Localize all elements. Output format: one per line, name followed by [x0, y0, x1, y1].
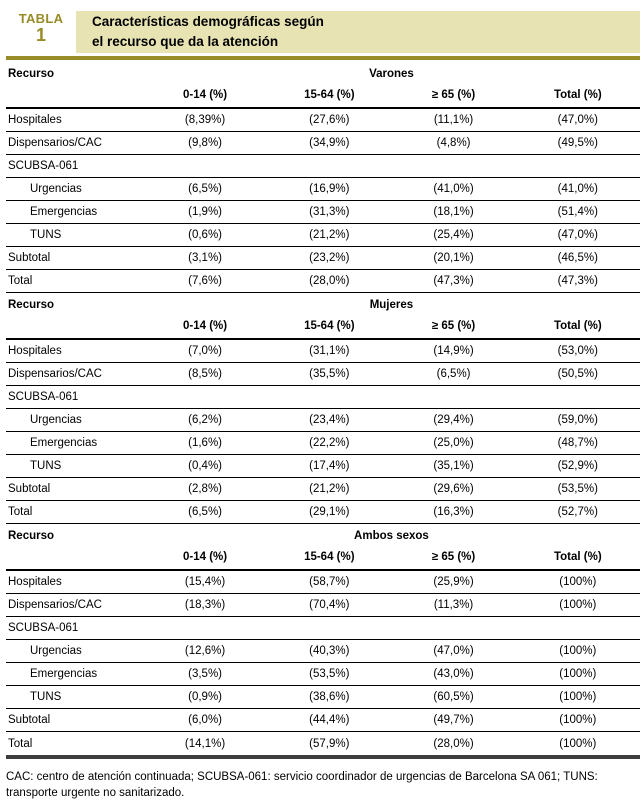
cell-value: (23,4%) [309, 414, 350, 426]
cell-value: (40,3%) [309, 645, 350, 657]
row-label: Total [8, 506, 33, 518]
cell-value: (41,0%) [433, 183, 474, 195]
column-header: 0-14 (%) [183, 89, 228, 101]
table-row [6, 201, 640, 224]
cell-value: (28,0%) [433, 737, 474, 750]
table-row [6, 455, 640, 478]
column-header-row [6, 545, 640, 571]
cell-value: (31,1%) [309, 345, 350, 357]
cell-value: (7,6%) [188, 275, 222, 287]
row-label: Dispensarios/CAC [8, 599, 102, 611]
table-row [6, 594, 640, 617]
header-accent-rule [6, 56, 640, 60]
figure-title-band [76, 11, 640, 53]
row-label: Hospitales [8, 345, 62, 357]
table-footnote: CAC: centro de atención continuada; SCUBSA-061: servicio coordinador de urgencias de Barcelona SA 061; TUNS: transporte urgente no sanitarizado. [6, 771, 598, 800]
section-header-row [6, 62, 640, 83]
row-label: SCUBSA-061 [8, 160, 79, 172]
section-group-label: Ambos sexos [354, 529, 429, 542]
cell-value: (57,9%) [309, 737, 350, 750]
cell-value: (46,5%) [557, 252, 598, 264]
cell-value: (21,2%) [309, 483, 350, 495]
table-tag-label: TABLA [18, 11, 64, 26]
cell-value: (47,0%) [557, 114, 598, 126]
row-label: TUNS [30, 691, 62, 703]
table-row [6, 132, 640, 155]
cell-value: (58,7%) [309, 576, 350, 588]
column-header: Total (%) [553, 320, 602, 332]
cell-value: (31,3%) [309, 206, 350, 218]
row-label: Urgencias [30, 183, 82, 195]
table-row [6, 686, 640, 709]
cell-value: (22,2%) [309, 437, 350, 449]
table-row [6, 155, 640, 178]
cell-value: (20,1%) [433, 252, 474, 264]
cell-value: (44,4%) [309, 714, 350, 726]
cell-value: (53,5%) [309, 668, 350, 680]
cell-value: (100%) [559, 645, 597, 657]
row-label: Dispensarios/CAC [8, 137, 102, 149]
cell-value: (3,1%) [188, 252, 222, 264]
row-label: Subtotal [8, 714, 51, 726]
cell-value: (0,4%) [188, 460, 222, 472]
cell-value: (7,0%) [188, 345, 222, 357]
table-row [6, 709, 640, 732]
row-label: Urgencias [30, 414, 82, 426]
demographics-table [6, 62, 640, 759]
cell-value: (8,39%) [184, 114, 226, 126]
table-row [6, 386, 640, 409]
recurso-header-label: Recurso [8, 298, 55, 311]
table-row [6, 432, 640, 455]
cell-value: (47,0%) [433, 645, 474, 657]
table-row [6, 363, 640, 386]
table-row [6, 571, 640, 594]
column-header: 0-14 (%) [183, 551, 228, 563]
column-header: 15-64 (%) [304, 551, 355, 563]
table-row [6, 224, 640, 247]
column-header: ≥ 65 (%) [431, 320, 476, 332]
cell-value: (100%) [559, 737, 597, 750]
cell-value: (14,9%) [433, 345, 474, 357]
table-tag [6, 11, 76, 53]
column-header: ≥ 65 (%) [431, 89, 476, 101]
cell-value: (6,5%) [188, 183, 222, 195]
cell-value: (15,4%) [184, 576, 226, 588]
column-header: 15-64 (%) [304, 89, 355, 101]
cell-value: (1,9%) [188, 206, 222, 218]
cell-value: (60,5%) [433, 691, 474, 703]
section-header-row [6, 524, 640, 545]
row-label: Total [8, 275, 33, 287]
cell-value: (23,2%) [309, 252, 350, 264]
row-label: Emergencias [30, 206, 98, 218]
table-row [6, 663, 640, 686]
row-label: SCUBSA-061 [8, 622, 79, 634]
table-row [6, 640, 640, 663]
cell-value: (29,4%) [433, 414, 474, 426]
cell-value: (2,8%) [188, 483, 222, 495]
row-label: SCUBSA-061 [8, 391, 79, 403]
cell-value: (59,0%) [557, 414, 598, 426]
cell-value: (18,1%) [433, 206, 474, 218]
cell-value: (52,9%) [557, 460, 598, 472]
cell-value: (51,4%) [557, 206, 598, 218]
cell-value: (43,0%) [433, 668, 474, 680]
cell-value: (41,0%) [557, 183, 598, 195]
column-header: ≥ 65 (%) [431, 551, 476, 563]
column-header-row [6, 83, 640, 109]
row-label: Dispensarios/CAC [8, 368, 102, 380]
column-header: 15-64 (%) [304, 320, 355, 332]
cell-value: (0,6%) [188, 229, 222, 241]
row-label: Total [8, 737, 33, 750]
cell-value: (17,4%) [309, 460, 350, 472]
table-row [6, 178, 640, 201]
table-section [6, 293, 640, 524]
row-label: Subtotal [8, 483, 51, 495]
row-label: Hospitales [8, 576, 62, 588]
recurso-header-label: Recurso [8, 67, 55, 80]
cell-value: (11,3%) [433, 599, 474, 611]
table-tag-number: 1 [35, 25, 46, 46]
row-label: Subtotal [8, 252, 51, 264]
table-section [6, 62, 640, 293]
cell-value: (29,6%) [433, 483, 474, 495]
cell-value: (100%) [559, 691, 597, 703]
cell-value: (6,2%) [188, 414, 222, 426]
cell-value: (47,0%) [557, 229, 598, 241]
cell-value: (47,3%) [433, 275, 474, 287]
cell-value: (21,2%) [309, 229, 350, 241]
cell-value: (6,5%) [436, 368, 471, 380]
cell-value: (50,5%) [557, 368, 598, 380]
cell-value: (35,5%) [309, 368, 350, 380]
cell-value: (8,5%) [188, 368, 222, 380]
cell-value: (28,0%) [309, 275, 350, 287]
cell-value: (52,7%) [557, 506, 598, 518]
cell-value: (11,1%) [433, 114, 474, 126]
cell-value: (47,3%) [557, 275, 598, 287]
table-row [6, 478, 640, 501]
cell-value: (38,6%) [309, 691, 350, 703]
cell-value: (34,9%) [309, 137, 350, 149]
table-section [6, 524, 640, 755]
cell-value: (53,5%) [557, 483, 598, 495]
cell-value: (100%) [559, 576, 597, 588]
cell-value: (4,8%) [436, 137, 471, 149]
cell-value: (100%) [559, 599, 597, 611]
row-label: Emergencias [30, 668, 98, 680]
section-group-label: Varones [369, 67, 414, 80]
cell-value: (100%) [559, 714, 597, 726]
cell-value: (6,0%) [188, 714, 222, 726]
cell-value: (16,3%) [433, 506, 474, 518]
cell-value: (25,9%) [433, 576, 474, 588]
cell-value: (16,9%) [309, 183, 350, 195]
row-label: TUNS [30, 460, 62, 472]
figure-title-line2: el recurso que da la atención [92, 34, 279, 49]
table-row [6, 340, 640, 363]
cell-value: (27,6%) [309, 114, 350, 126]
column-header: Total (%) [553, 89, 602, 101]
cell-value: (35,1%) [433, 460, 474, 472]
column-header: Total (%) [553, 551, 602, 563]
table-row [6, 270, 640, 293]
cell-value: (3,5%) [188, 668, 222, 680]
cell-value: (14,1%) [184, 737, 226, 750]
cell-value: (1,6%) [188, 437, 222, 449]
cell-value: (48,7%) [557, 437, 598, 449]
row-label: Urgencias [30, 645, 82, 657]
row-label: Emergencias [30, 437, 98, 449]
figure-header [6, 11, 640, 53]
table-row [6, 732, 640, 755]
row-label: TUNS [30, 229, 62, 241]
table-row [6, 617, 640, 640]
cell-value: (9,8%) [188, 137, 222, 149]
table-row [6, 247, 640, 270]
column-header: 0-14 (%) [183, 320, 228, 332]
cell-value: (49,5%) [557, 137, 598, 149]
cell-value: (25,0%) [433, 437, 474, 449]
cell-value: (0,9%) [188, 691, 222, 703]
cell-value: (53,0%) [557, 345, 598, 357]
figure-title-line1: Características demográficas según [92, 14, 324, 30]
table-row [6, 501, 640, 524]
cell-value: (25,4%) [433, 229, 474, 241]
cell-value: (70,4%) [309, 599, 350, 611]
section-header-row [6, 293, 640, 314]
cell-value: (100%) [559, 668, 597, 680]
section-group-label: Mujeres [369, 298, 414, 311]
row-label: Hospitales [8, 114, 62, 126]
cell-value: (6,5%) [188, 506, 222, 518]
cell-value: (18,3%) [184, 599, 226, 611]
cell-value: (12,6%) [184, 645, 226, 657]
table-row [6, 409, 640, 432]
column-header-row [6, 314, 640, 340]
table-row [6, 109, 640, 132]
cell-value: (49,7%) [433, 714, 474, 726]
recurso-header-label: Recurso [8, 529, 55, 542]
cell-value: (29,1%) [309, 506, 350, 518]
